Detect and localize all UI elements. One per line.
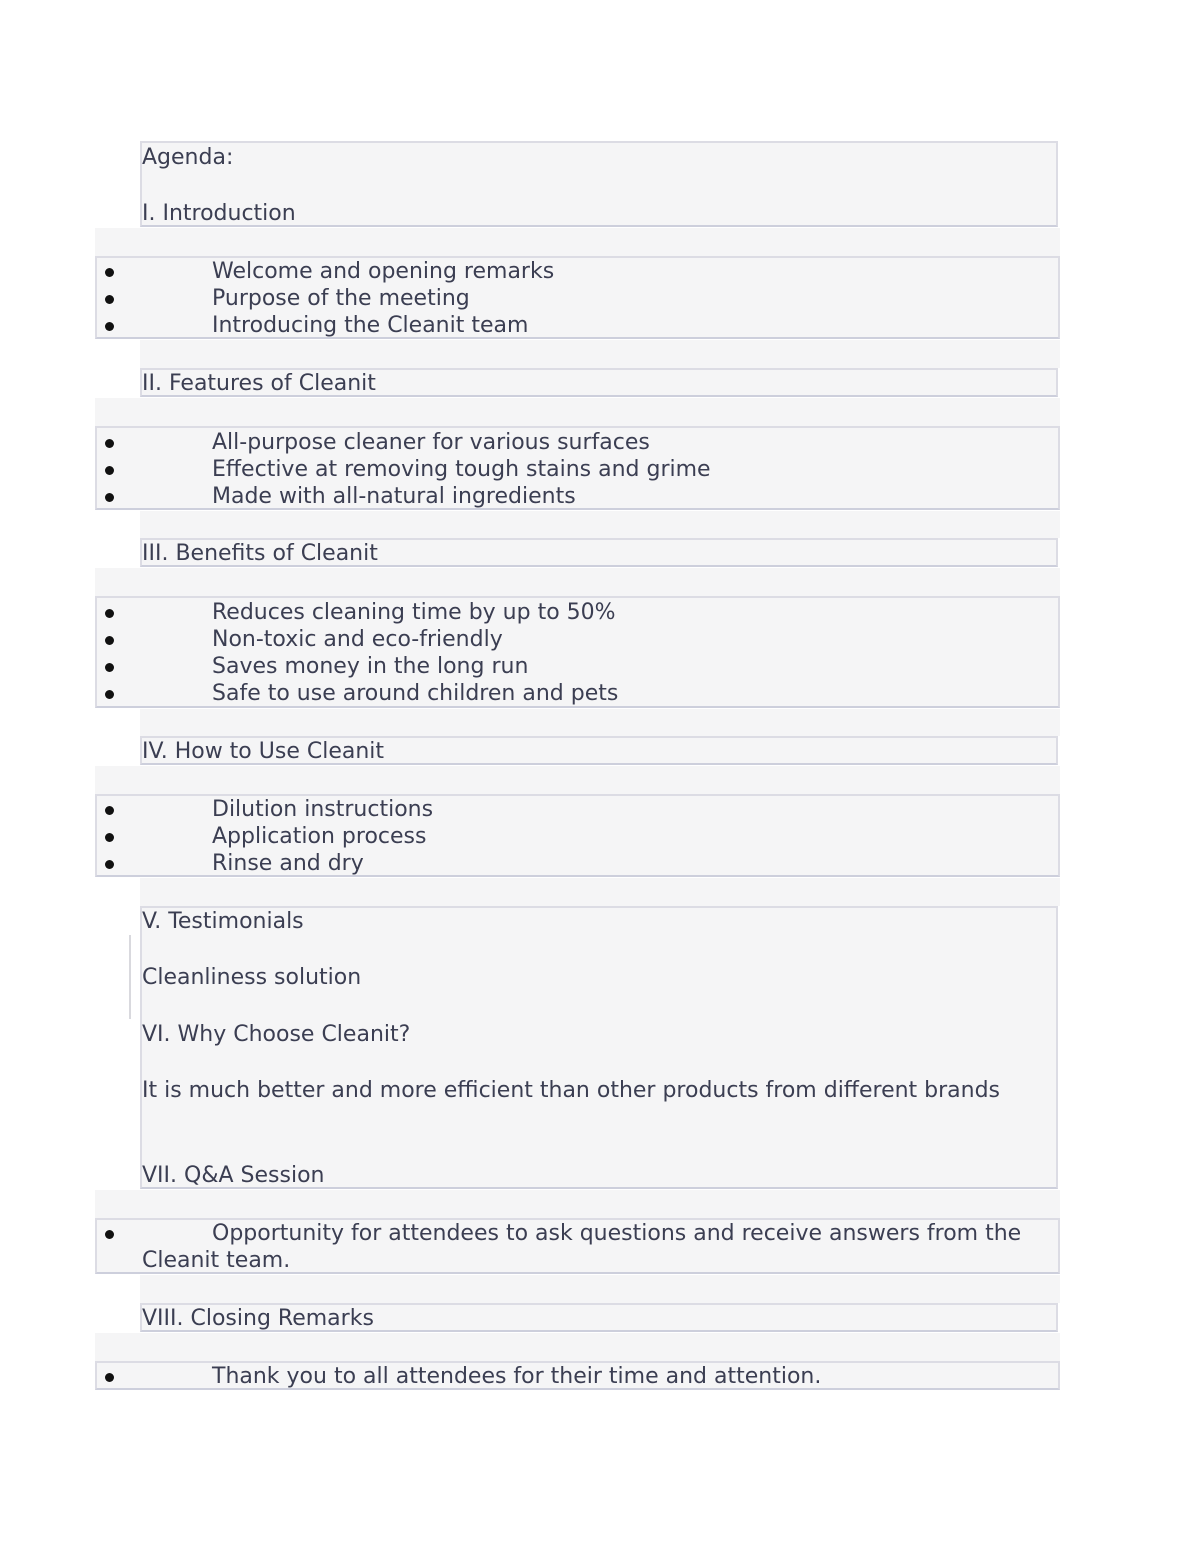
section-title-box <box>140 1303 1058 1332</box>
spacer <box>95 398 1060 426</box>
list-item-text: Application process <box>212 824 427 849</box>
bullet-icon <box>105 466 114 475</box>
bullet-icon <box>105 833 114 842</box>
section-title-benefits: III. Benefits of Cleanit <box>142 541 378 566</box>
list-item-text: Opportunity for attendees to ask questions and receive answers from the Cleanit team. <box>142 1221 1022 1273</box>
testimonials-body: Cleanliness solution <box>142 965 362 990</box>
bullet-icon <box>105 322 114 331</box>
bullet-list-closing <box>95 1361 1060 1390</box>
list-item-text: Thank you to all attendees for their time and attention. <box>212 1364 822 1389</box>
revision-marker <box>129 935 131 1019</box>
section-title-how-to-use: IV. How to Use Cleanit <box>142 739 385 764</box>
bullet-icon <box>105 609 114 618</box>
section-title-box <box>140 538 1058 567</box>
bullet-icon <box>105 1373 114 1382</box>
bullet-list-features <box>95 426 1060 510</box>
spacer <box>95 766 1060 794</box>
spacer <box>140 1275 1060 1303</box>
spacer <box>140 340 1060 368</box>
spacer <box>95 1333 1060 1361</box>
bullet-icon <box>105 268 114 277</box>
bullet-list-qa <box>95 1218 1060 1274</box>
body-block-testimonials-why-qa <box>140 906 1058 1189</box>
list-item-text: Purpose of the meeting <box>212 286 470 311</box>
section-title-closing: VIII. Closing Remarks <box>142 1306 374 1331</box>
spacer <box>95 568 1060 596</box>
section-title-box <box>140 368 1058 397</box>
why-choose-body: It is much better and more efficient than other products from different brands <box>142 1078 1001 1103</box>
list-item-text: Effective at removing tough stains and grime <box>212 457 711 482</box>
bullet-icon <box>105 636 114 645</box>
bullet-icon <box>105 295 114 304</box>
section-title-testimonials: V. Testimonials <box>142 909 304 934</box>
section-title-why-choose: VI. Why Choose Cleanit? <box>142 1022 411 1047</box>
list-item-text: Rinse and dry <box>212 851 364 876</box>
list-item-text: Saves money in the long run <box>212 654 529 679</box>
bullet-icon <box>105 860 114 869</box>
bullet-icon <box>105 1230 114 1239</box>
list-item-text: Safe to use around children and pets <box>212 681 619 706</box>
spacer <box>95 1190 1060 1218</box>
agenda-heading: Agenda: <box>142 145 234 170</box>
spacer <box>95 228 1060 256</box>
list-item-text: Welcome and opening remarks <box>212 259 555 284</box>
section-title-introduction: I. Introduction <box>142 201 296 226</box>
spacer <box>140 878 1060 906</box>
list-item-text: Made with all-natural ingredients <box>212 484 576 509</box>
bullet-icon <box>105 806 114 815</box>
bullet-icon <box>105 439 114 448</box>
list-item-text: All-purpose cleaner for various surfaces <box>212 430 650 455</box>
section-title-box <box>140 736 1058 765</box>
list-item-text: Dilution instructions <box>212 797 434 822</box>
list-item-text: Introducing the Cleanit team <box>212 313 529 338</box>
bullet-icon <box>105 663 114 672</box>
agenda-header-block <box>140 141 1058 227</box>
section-title-features: II. Features of Cleanit <box>142 371 376 396</box>
list-item-text: Non-toxic and eco-friendly <box>212 627 503 652</box>
bullet-list-introduction <box>95 256 1060 339</box>
bullet-list-benefits <box>95 596 1060 708</box>
spacer <box>140 709 1060 736</box>
bullet-list-how-to-use <box>95 794 1060 877</box>
list-item-text: Reduces cleaning time by up to 50% <box>212 600 616 625</box>
spacer <box>140 511 1060 538</box>
bullet-icon <box>105 690 114 699</box>
section-title-qa: VII. Q&A Session <box>142 1163 325 1188</box>
bullet-icon <box>105 493 114 502</box>
